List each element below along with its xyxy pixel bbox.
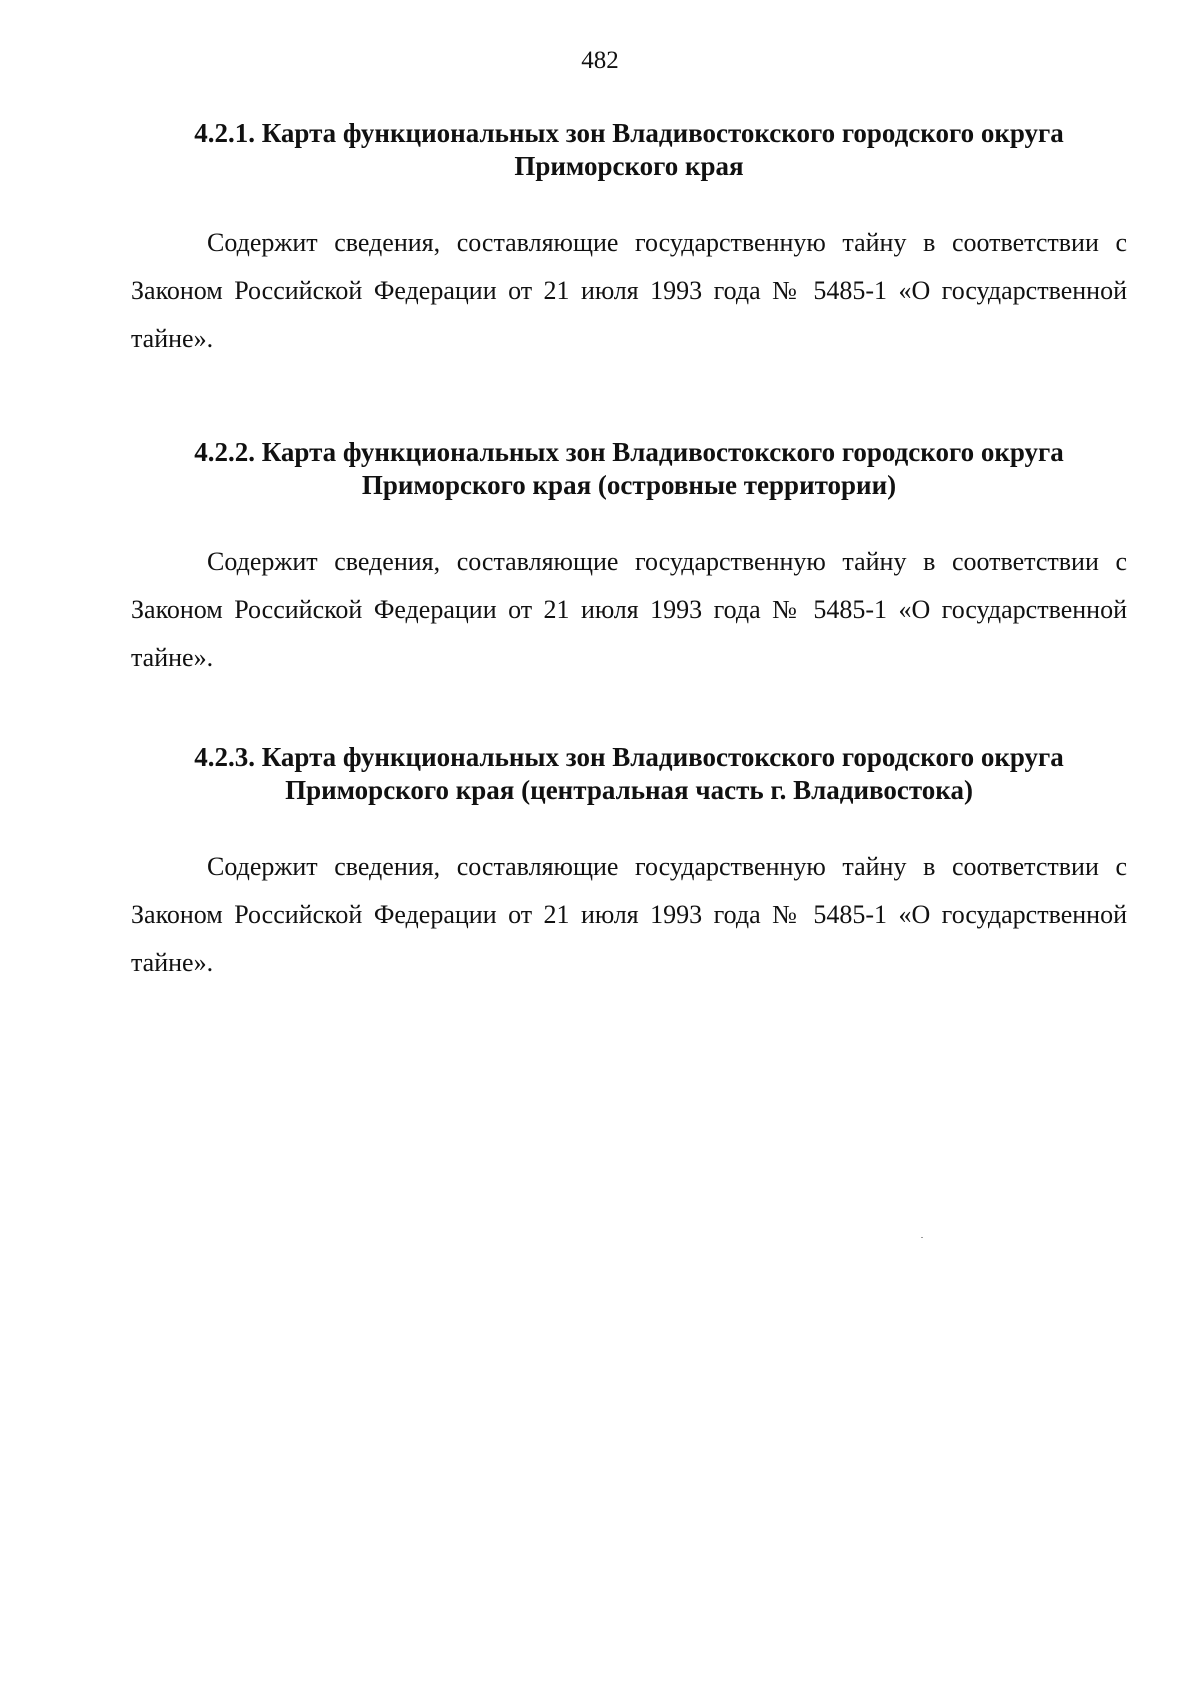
section-body-text: Содержит сведения, составляющие государственную тайну в соответствии с Законом Российской Федерации от 21 июля 1993 года № 5485-1 «О государственной тайне». <box>131 547 1127 672</box>
scan-speck <box>921 1237 923 1238</box>
section-heading-line: 4.2.2. Карта функциональных зон Владивостокского городского округа <box>194 437 1064 467</box>
section-body-block <box>131 219 1127 363</box>
section-body-text: Содержит сведения, составляющие государственную тайну в соответствии с Законом Российской Федерации от 21 июля 1993 года № 5485-1 «О государственной тайне». <box>131 852 1127 977</box>
section-heading-line: 4.2.3. Карта функциональных зон Владивостокского городского округа <box>194 742 1064 772</box>
section-heading-line: Приморского края <box>514 151 744 181</box>
section-body-block <box>131 538 1127 682</box>
section-4-2-1 <box>131 117 1127 363</box>
section-4-2-2 <box>131 436 1127 682</box>
section-heading-line: Приморского края (центральная часть г. Владивостока) <box>285 775 973 805</box>
section-body-block <box>131 843 1127 987</box>
section-heading <box>131 436 1127 502</box>
section-heading-line: Приморского края (островные территории) <box>361 470 897 500</box>
section-4-2-3 <box>131 741 1127 987</box>
section-heading <box>131 741 1127 807</box>
section-heading-line: 4.2.1. Карта функциональных зон Владивостокского городского округа <box>194 118 1064 148</box>
section-heading <box>131 117 1127 183</box>
section-body-text: Содержит сведения, составляющие государственную тайну в соответствии с Законом Российской Федерации от 21 июля 1993 года № 5485-1 «О государственной тайне». <box>131 228 1127 353</box>
page-number: 482 <box>581 47 619 74</box>
